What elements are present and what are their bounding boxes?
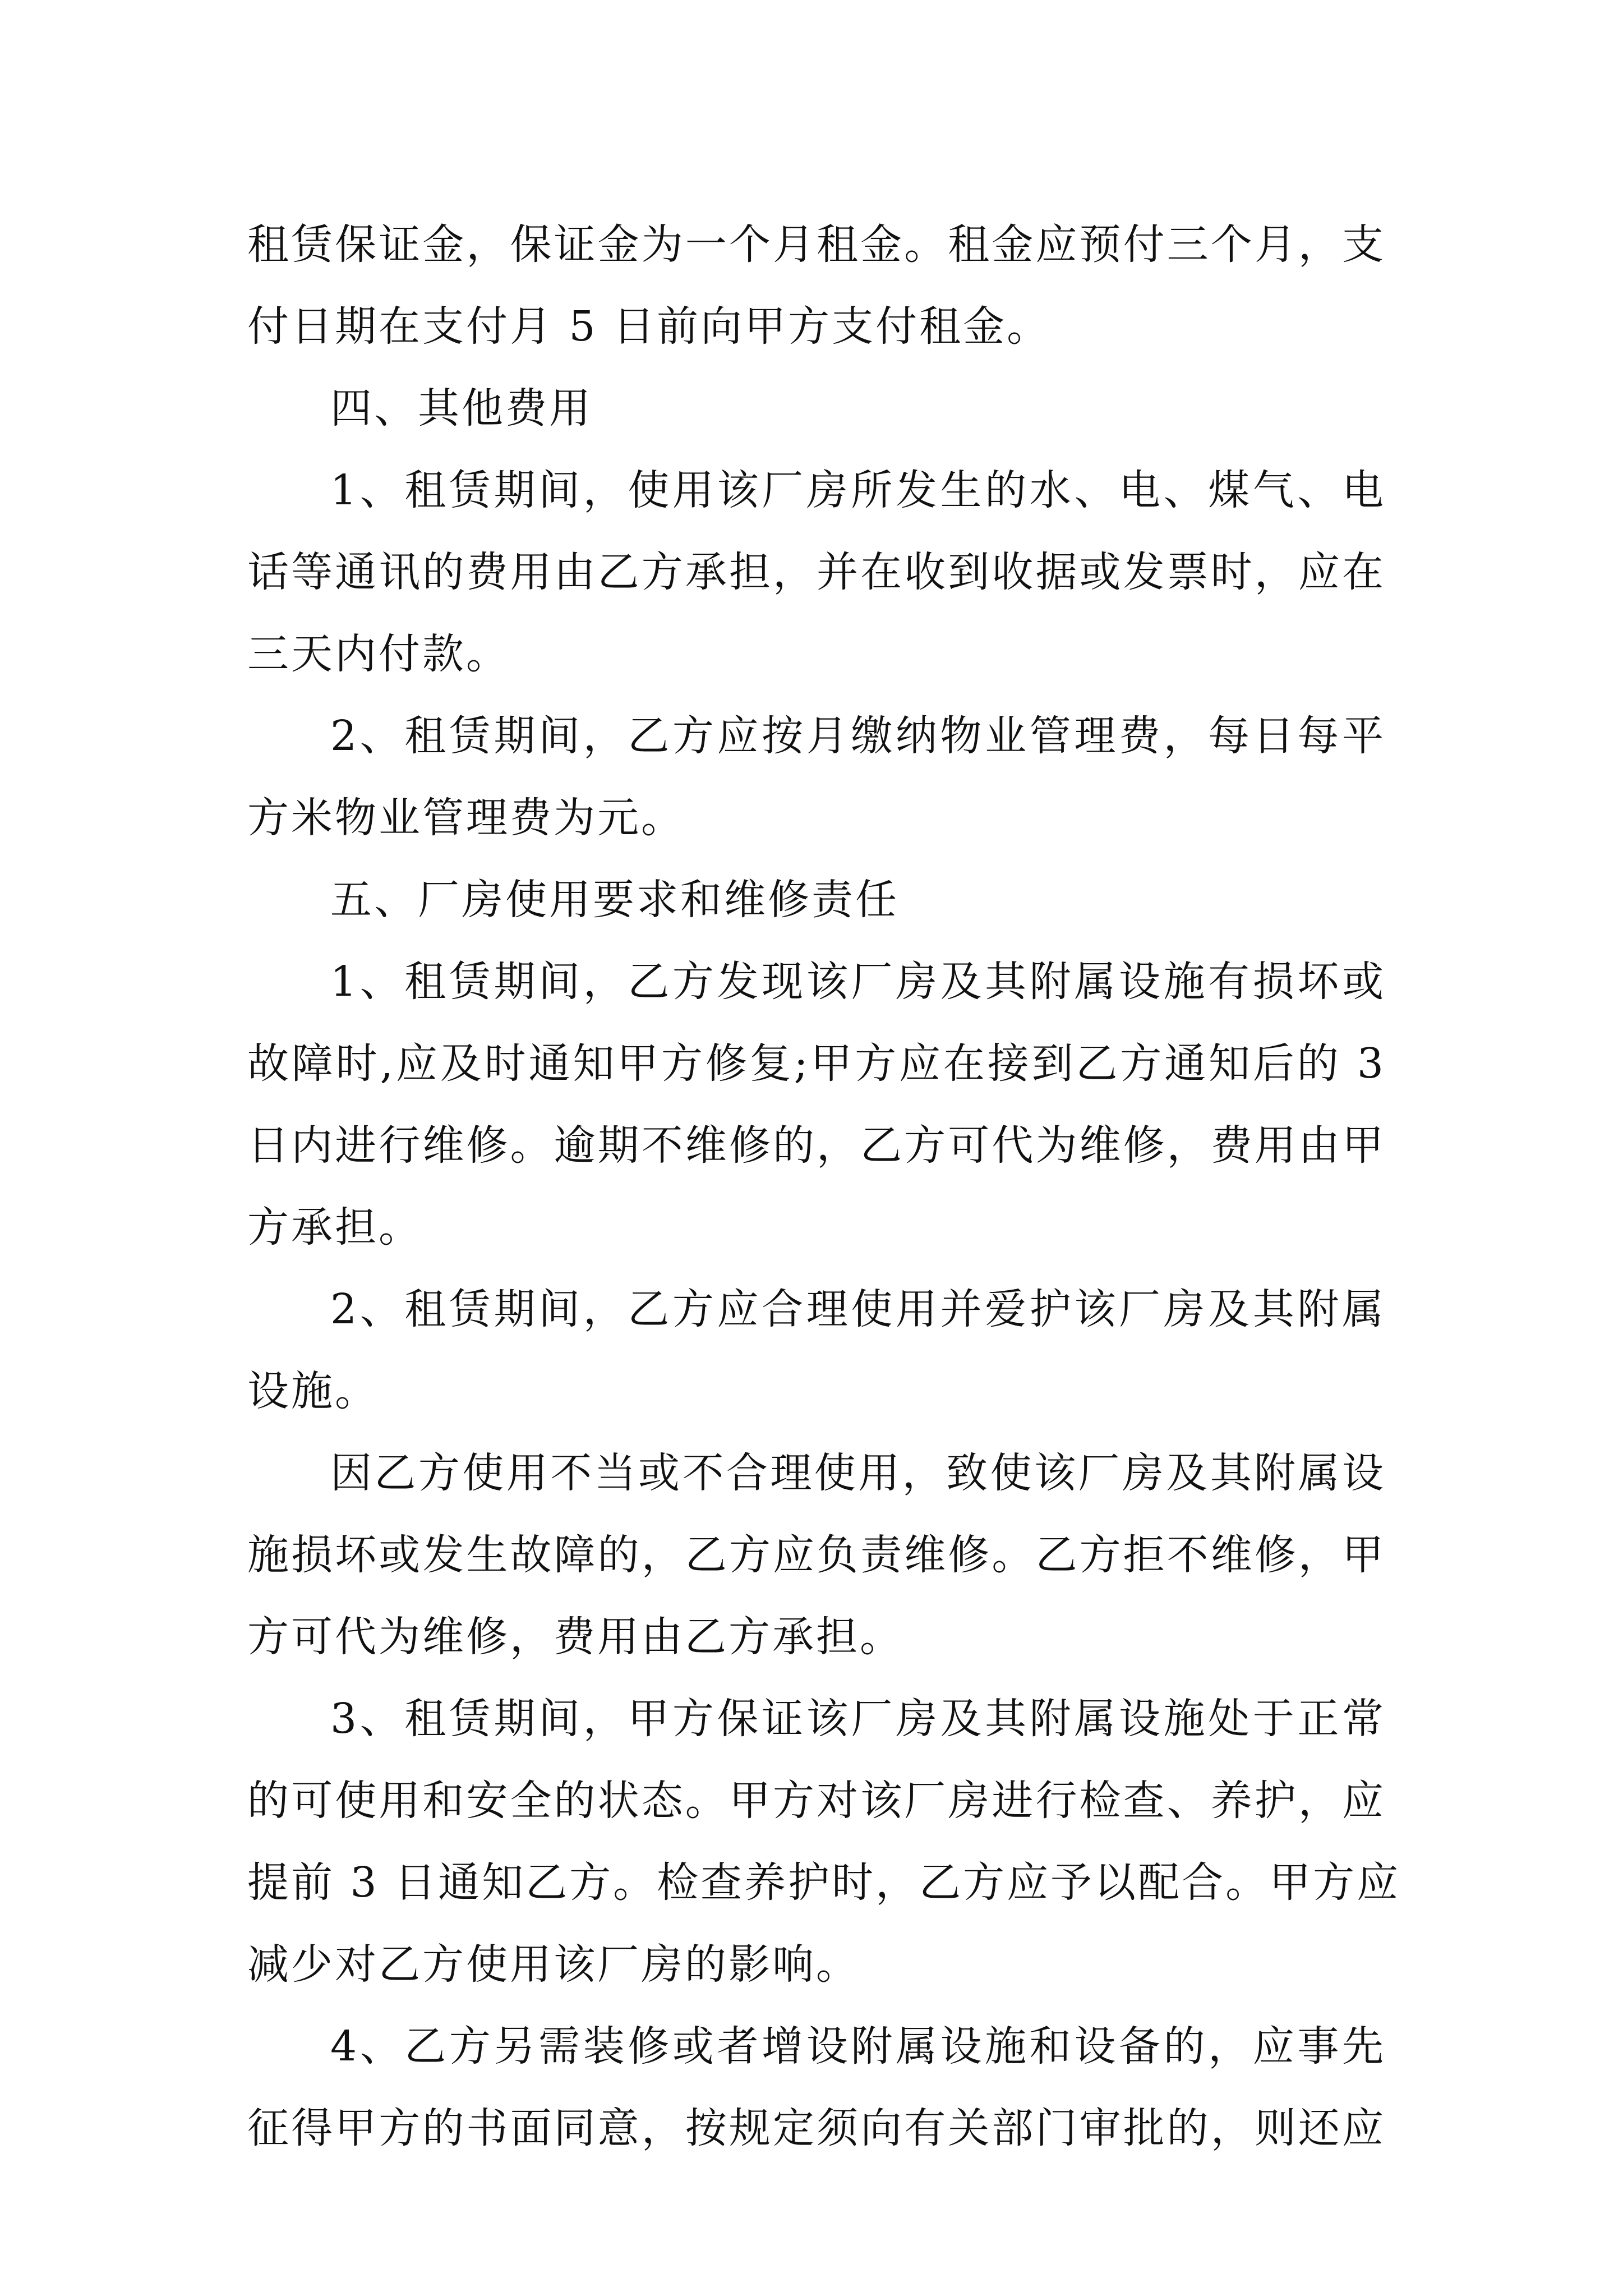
document-body — [247, 204, 1401, 2169]
document-line: 4、乙方另需装修或者增设附属设施和设备的，应事先 — [330, 2022, 1386, 2070]
document-line: 三天内付款。 — [247, 630, 510, 678]
document-line: 设施。 — [247, 1367, 379, 1415]
document-line: 施损坏或发生故障的，乙方应负责维修。乙方拒不维修，甲 — [247, 1531, 1386, 1579]
document-line: 四、其他费用 — [330, 384, 593, 432]
document-line: 提前 3 日通知乙方。检查养护时，乙方应予以配合。甲方应 — [247, 1858, 1401, 1907]
document-line: 话等通讯的费用由乙方承担，并在收到收据或发票时，应在 — [247, 548, 1386, 596]
document-line: 方米物业管理费为元。 — [247, 794, 685, 842]
document-line: 2、租赁期间，乙方应按月缴纳物业管理费，每日每平 — [330, 712, 1386, 760]
document-line: 减少对乙方使用该厂房的影响。 — [247, 1940, 860, 1989]
document-line: 征得甲方的书面同意，按规定须向有关部门审批的，则还应 — [247, 2104, 1386, 2152]
document-line: 方可代为维修，费用由乙方承担。 — [247, 1613, 903, 1661]
document-line: 付日期在支付月 5 日前向甲方支付租金。 — [247, 302, 1051, 351]
document-line: 1、租赁期间，使用该厂房所发生的水、电、煤气、电 — [330, 466, 1386, 514]
document-line: 的可使用和安全的状态。甲方对该厂房进行检查、养护，应 — [247, 1777, 1386, 1825]
document-line: 3、租赁期间，甲方保证该厂房及其附属设施处于正常 — [330, 1695, 1386, 1743]
document-line: 故障时,应及时通知甲方修复;甲方应在接到乙方通知后的 3 — [247, 1039, 1386, 1088]
document-line: 租赁保证金，保证金为一个月租金。租金应预付三个月，支 — [247, 220, 1386, 269]
document-line: 1、租赁期间，乙方发现该厂房及其附属设施有损坏或 — [330, 958, 1386, 1006]
document-line: 因乙方使用不当或不合理使用，致使该厂房及其附属设 — [330, 1449, 1386, 1497]
document-line: 五、厂房使用要求和维修责任 — [330, 876, 899, 924]
document-line: 日内进行维修。逾期不维修的，乙方可代为维修，费用由甲 — [247, 1121, 1386, 1170]
document-line: 方承担。 — [247, 1203, 422, 1251]
document-line: 2、租赁期间，乙方应合理使用并爱护该厂房及其附属 — [330, 1285, 1386, 1333]
